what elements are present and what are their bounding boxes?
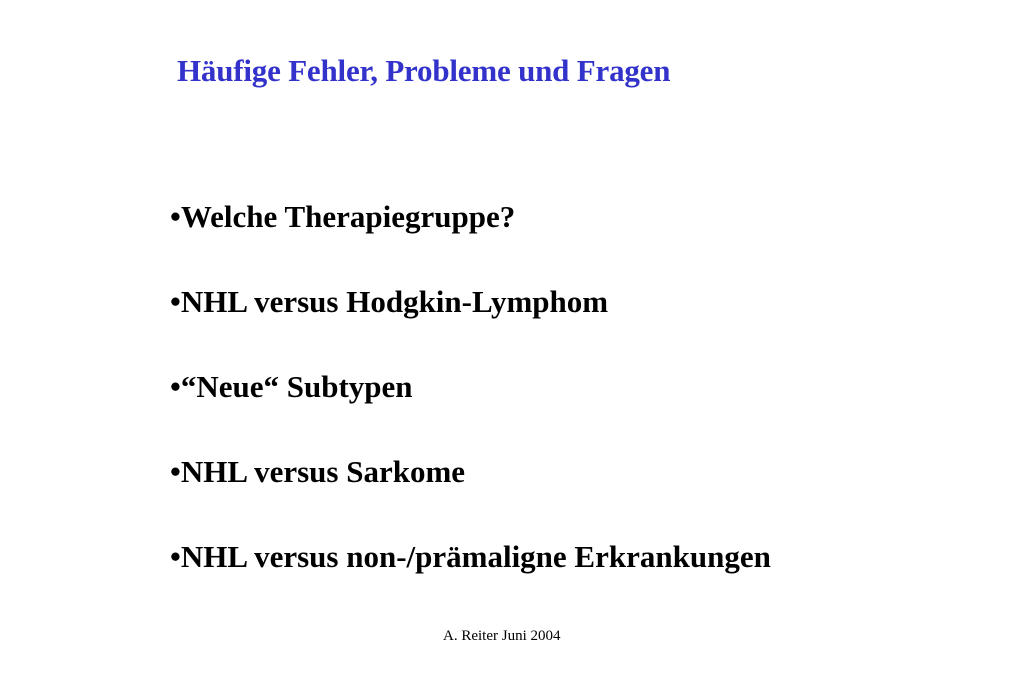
bullet-text: Welche Therapiegruppe?: [180, 199, 516, 234]
bullet-item-praemaligne: [170, 536, 771, 621]
bullet-marker: •: [170, 369, 181, 404]
bullet-item-hodgkin: [170, 281, 771, 366]
bullet-marker: •: [170, 199, 181, 234]
bullet-text: “Neue“ Subtypen: [180, 369, 413, 404]
bullet-marker: •: [170, 284, 181, 319]
slide-title: Häufige Fehler, Probleme und Fragen: [177, 53, 671, 88]
bullet-text: NHL versus non-/prämaligne Erkrankungen: [180, 539, 771, 574]
bullet-item-subtypen: [170, 366, 771, 451]
bullet-item-sarkome: [170, 451, 771, 536]
bullet-item-therapiegruppe: [170, 196, 771, 281]
bullet-text: NHL versus Hodgkin-Lymphom: [180, 284, 609, 319]
bullet-list: [170, 196, 771, 621]
bullet-marker: •: [170, 454, 181, 489]
bullet-marker: •: [170, 539, 181, 574]
footer-author-date: A. Reiter Juni 2004: [443, 628, 561, 644]
bullet-text: NHL versus Sarkome: [180, 454, 466, 489]
